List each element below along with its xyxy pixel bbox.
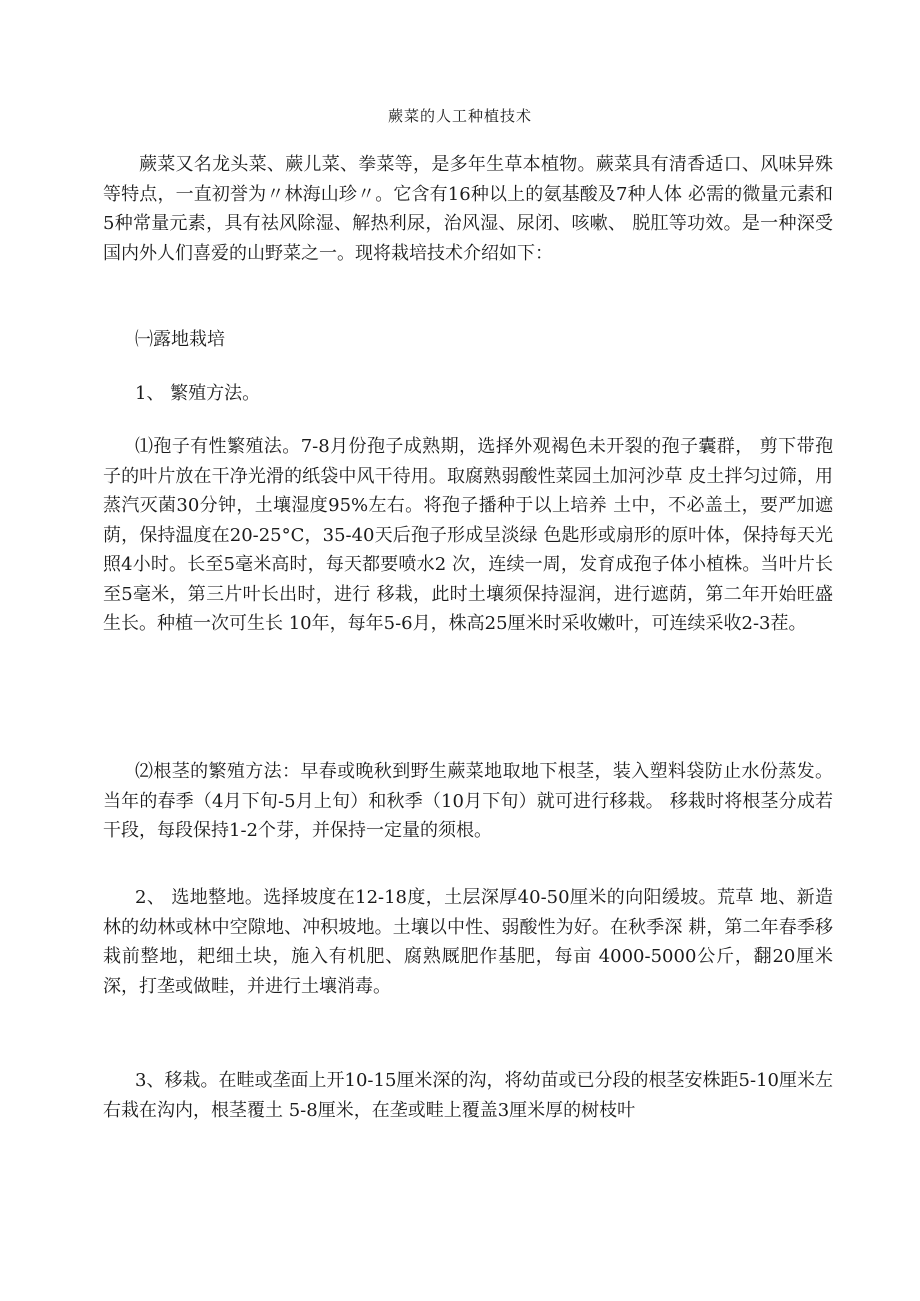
transplant-paragraph: 3、移栽。在畦或垄面上开10-15厘米深的沟，将幼苗或已分段的根茎安株距5-10厘米左右栽在沟内，根茎覆土 5-8厘米，在垄或畦上覆盖3厘米厚的树枝叶 — [103, 1070, 833, 1121]
document-title: 蕨菜的人工种植技术 — [387, 107, 532, 125]
intro-paragraph: 蕨菜又名龙头菜、蕨儿菜、拳菜等，是多年生草本植物。蕨菜具有清香适口、风味异殊等特点，一直初誉为〃林海山珍〃。它含有16种以上的氨基酸及7种人体 必需的微量元素和5种常量元素，具有祛风除湿、解热利尿，治风湿、尿闭、咳嗽、 脱肛等功效。是一种深受国内外人们喜爱的山野菜之一。现将栽培技术介绍如下： — [103, 154, 833, 264]
site-preparation-paragraph: 2、 选地整地。选择坡度在12-18度，土层深厚40-50厘米的向阳缓坡。荒草 地、新造林的幼林或林中空隙地、冲积坡地。土壤以中性、弱酸性为好。在秋季深 耕，第二年春季移栽前整地，耙细土块，施入有机肥、腐熟厩肥作基肥，每亩 4000-5000公斤，翻20厘米深，打垄或做畦，并进行土壤消毒。 — [103, 887, 833, 997]
spore-method-paragraph: ⑴孢子有性繁殖法。7-8月份孢子成熟期，选择外观褐色未开裂的孢子囊群， 剪下带孢子的叶片放在干净光滑的纸袋中风干待用。取腐熟弱酸性菜园土加河沙草 皮土拌匀过筛，用蒸汽灭菌30分钟，土壤湿度95%左右。将孢子播种于以上培养 土中，不必盖土，要严加遮荫，保持温度在20-25°C，35-40天后孢子形成呈淡绿 色匙形或扇形的原叶体，保持每天光照4小时。长至5毫米高时，每天都要喷水2 次，连续一周，发育成孢子体小植株。当叶片长至5毫米，第三片叶长出时，进行 移栽，此时土壤须保持湿润，进行遮荫，第二年开始旺盛生长。种植一次可生长 10年，每年5-6月，株高25厘米时采收嫩叶，可连续采收2-3茬。 — [103, 436, 833, 634]
step1-heading: 1、 繁殖方法。 — [135, 383, 261, 404]
rhizome-method-paragraph: ⑵根茎的繁殖方法：早春或晚秋到野生蕨菜地取地下根茎，装入塑料袋防止水份蒸发。当年的春季（4月下旬-5月上旬）和秋季（10月下旬）就可进行移栽。 移栽时将根茎分成若干段，每段保持1-2个芽，并保持一定量的须根。 — [103, 761, 833, 841]
section-heading-open-field: ㈠露地栽培 — [135, 329, 225, 350]
